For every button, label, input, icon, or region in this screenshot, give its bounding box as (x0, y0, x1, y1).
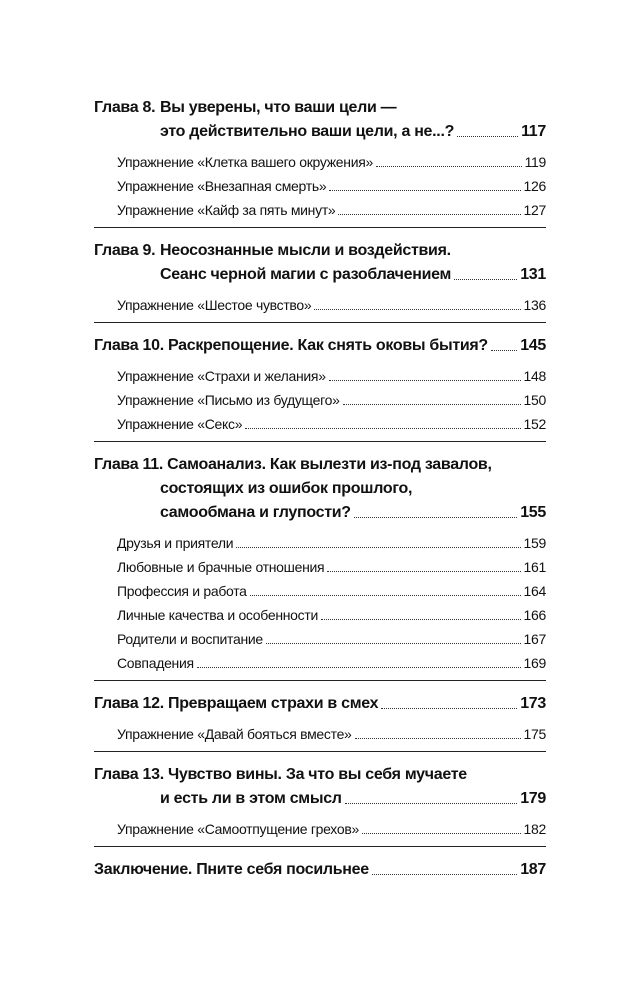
dot-leader (327, 571, 520, 572)
chapter-11-entry[interactable] (94, 499, 546, 523)
dot-leader (321, 619, 521, 620)
dot-leader (266, 643, 521, 644)
dot-leader (236, 547, 520, 548)
toc-sub-entry[interactable] (94, 291, 546, 315)
chapter-11-heading-cont[interactable] (94, 475, 546, 499)
dot-leader (491, 350, 517, 351)
sub-entry-page: 166 (523, 607, 546, 623)
section-divider (94, 441, 546, 442)
sub-entry-page: 159 (523, 535, 546, 551)
dot-leader (355, 738, 521, 739)
chapter-10-entry[interactable] (94, 332, 546, 356)
sub-entry-page: 127 (523, 202, 546, 218)
dot-leader (376, 166, 522, 167)
dot-leader (245, 428, 520, 429)
sub-entry-page: 161 (523, 559, 546, 575)
dot-leader (454, 279, 517, 280)
toc-sub-entry[interactable] (94, 148, 546, 172)
dot-leader (362, 833, 521, 834)
chapter-8-entry[interactable] (94, 118, 546, 142)
conclusion-page: 187 (520, 861, 546, 878)
conclusion-entry[interactable] (94, 856, 546, 880)
toc-sub-entry[interactable] (94, 601, 546, 625)
chapter-8-label: Глава 8. (94, 99, 156, 116)
sub-entry-title: Упражнение «Страхи и желания» (117, 368, 326, 384)
chapter-9-heading[interactable] (94, 237, 546, 261)
chapter-13-heading[interactable] (94, 761, 546, 785)
toc-sub-entry[interactable] (94, 362, 546, 386)
toc-sub-entry[interactable] (94, 649, 546, 673)
chapter-11-page: 155 (520, 504, 546, 521)
section-divider (94, 227, 546, 228)
chapter-9-title-line2: Сеанс черной магии с разоблачением (160, 266, 452, 283)
chapter-13-page: 179 (520, 790, 546, 807)
chapter-9-title-line1: Неосознанные мысли и воздействия. (160, 242, 451, 259)
sub-entry-title: Любовные и брачные отношения (117, 559, 325, 575)
sub-entry-page: 169 (523, 655, 546, 671)
dot-leader (372, 874, 517, 875)
sub-entry-title: Совпадения (117, 655, 194, 671)
section-divider (94, 680, 546, 681)
toc-sub-entry[interactable] (94, 815, 546, 839)
chapter-11-title-line2: состоящих из ошибок прошлого, (160, 480, 413, 497)
chapter-13-title-line1: Глава 13. Чувство вины. За что вы себя мучаете (94, 766, 467, 783)
sub-entry-title: Упражнение «Кайф за пять минут» (117, 202, 336, 218)
sub-entry-page: 150 (523, 392, 546, 408)
dot-leader (381, 708, 517, 709)
chapter-12-title: Глава 12. Превращаем страхи в смех (94, 695, 379, 712)
sub-entry-title: Родители и воспитание (117, 631, 263, 647)
chapter-9-label: Глава 9. (94, 242, 156, 259)
sub-entry-title: Упражнение «Самоотпущение грехов» (117, 821, 359, 837)
dot-leader (338, 214, 520, 215)
sub-entry-title: Упражнение «Секс» (117, 416, 243, 432)
chapter-11-heading[interactable] (94, 451, 546, 475)
chapter-8-title-line2: это действительно ваши цели, а не...? (160, 123, 455, 140)
sub-entry-title: Друзья и приятели (117, 535, 234, 551)
dot-leader (345, 803, 518, 804)
chapter-13-entry[interactable] (94, 785, 546, 809)
sub-entry-title: Личные качества и особенности (117, 607, 318, 623)
chapter-9-entry[interactable] (94, 261, 546, 285)
dot-leader (329, 190, 520, 191)
dot-leader (197, 667, 521, 668)
sub-entry-page: 164 (523, 583, 546, 599)
sub-entry-title: Упражнение «Письмо из будущего» (117, 392, 340, 408)
toc-sub-entry[interactable] (94, 196, 546, 220)
sub-entry-title: Упражнение «Шестое чувство» (117, 297, 312, 313)
chapter-11-title-line1: Глава 11. Самоанализ. Как вылезти из-под завалов, (94, 456, 492, 473)
sub-entry-page: 182 (523, 821, 546, 837)
dot-leader (457, 136, 518, 137)
sub-entry-page: 152 (523, 416, 546, 432)
sub-entry-page: 126 (523, 178, 546, 194)
toc-sub-entry[interactable] (94, 410, 546, 434)
sub-entry-page: 136 (523, 297, 546, 313)
chapter-9-page: 131 (520, 266, 546, 283)
chapter-8-page: 117 (521, 123, 546, 140)
section-divider (94, 751, 546, 752)
chapter-8-heading[interactable] (94, 94, 546, 118)
toc-sub-entry[interactable] (94, 577, 546, 601)
dot-leader (314, 309, 520, 310)
table-of-contents (94, 94, 546, 880)
sub-entry-title: Профессия и работа (117, 583, 247, 599)
dot-leader (250, 595, 521, 596)
sub-entry-title: Упражнение «Внезапная смерть» (117, 178, 327, 194)
chapter-11-title-line3: самообмана и глупости? (160, 504, 351, 521)
toc-sub-entry[interactable] (94, 553, 546, 577)
chapter-10-title: Глава 10. Раскрепощение. Как снять оковы бытия? (94, 337, 488, 354)
conclusion-title: Заключение. Пните себя посильнее (94, 861, 369, 878)
toc-sub-entry[interactable] (94, 386, 546, 410)
dot-leader (343, 404, 521, 405)
sub-entry-title: Упражнение «Клетка вашего окружения» (117, 154, 374, 170)
chapter-10-page: 145 (520, 337, 546, 354)
chapter-8-title-line1: Вы уверены, что ваши цели — (160, 99, 397, 116)
sub-entry-title: Упражнение «Давай бояться вместе» (117, 726, 352, 742)
toc-sub-entry[interactable] (94, 529, 546, 553)
sub-entry-page: 167 (523, 631, 546, 647)
chapter-12-entry[interactable] (94, 690, 546, 714)
toc-sub-entry[interactable] (94, 720, 546, 744)
chapter-13-title-line2: и есть ли в этом смысл (160, 790, 342, 807)
dot-leader (354, 517, 517, 518)
sub-entry-page: 148 (523, 368, 546, 384)
toc-sub-entry[interactable] (94, 625, 546, 649)
chapter-12-page: 173 (520, 695, 546, 712)
dot-leader (329, 380, 521, 381)
section-divider (94, 322, 546, 323)
sub-entry-page: 175 (523, 726, 546, 742)
toc-sub-entry[interactable] (94, 172, 546, 196)
section-divider (94, 846, 546, 847)
sub-entry-page: 119 (524, 154, 546, 170)
